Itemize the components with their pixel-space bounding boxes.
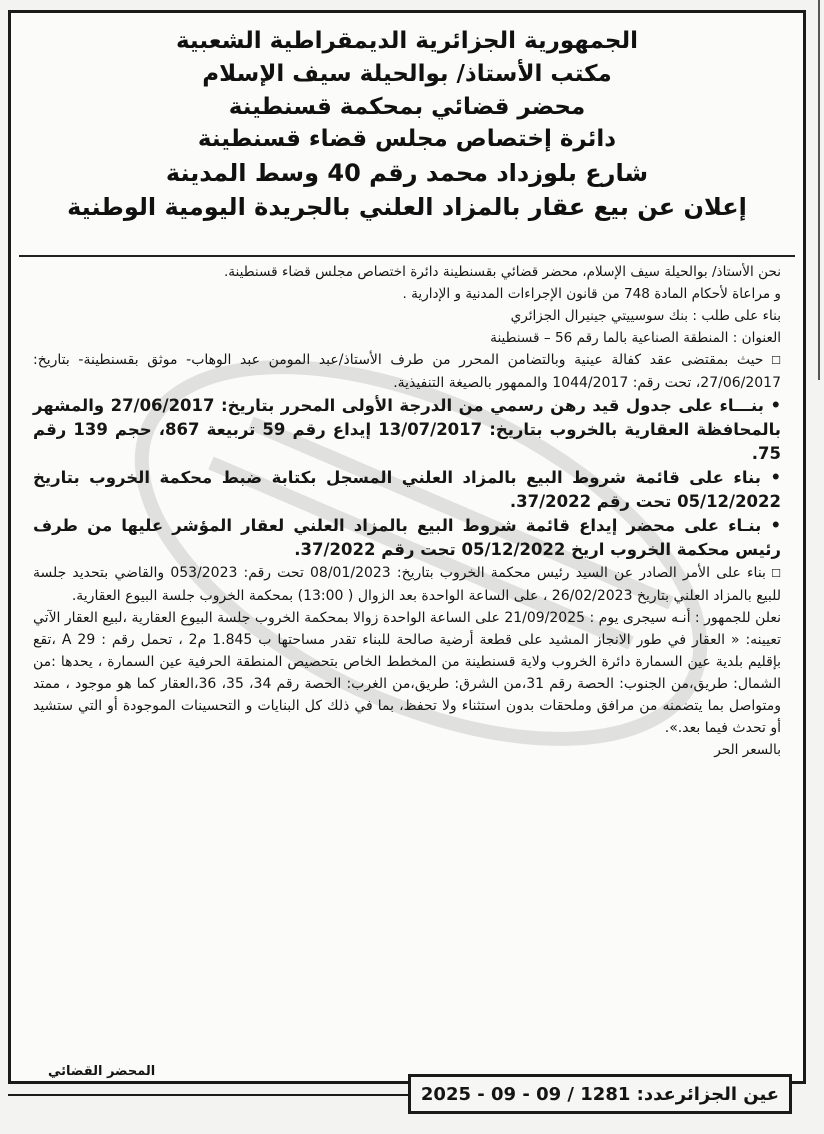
header-republic: الجمهورية الجزائرية الديمقراطية الشعبية <box>175 28 639 54</box>
header-office: مكتب الأستاذ/ بوالحيلة سيف الإسلام <box>202 60 612 87</box>
footer-line <box>8 1094 408 1096</box>
body-court-order: ☐ بناء على الأمر الصادر عن السيد رئيس محكمة الخروب بتاريخ: 08/01/2023 تحت رقم: 053/2023 والقاضي بتحديد جلسة للبيع بالمزاد العلني بتاريخ 26/02/2023 ، على الساعة الواحدة بعد الزوال ( 13:00) بمحكمة الخروب جلسة البيوع العقارية. <box>33 562 781 607</box>
body-address: العنوان : المنطقة الصناعية بالما رقم 56 – قسنطينة <box>490 330 781 346</box>
body-conditions-list: • بناء على قائمة شروط البيع بالمزاد العلني المسجل بكتابة ضبط محكمة الخروب بتاريخ 05/12/2022 تحت رقم 37/2022. <box>33 466 781 514</box>
announcement-frame <box>8 10 806 1084</box>
document-header <box>25 27 789 222</box>
newspaper-reference: عين الجزائرعدد: 1281 / 09 - 09 - 2025 <box>408 1074 792 1114</box>
signature-label: المحضر القضائي <box>48 1064 156 1079</box>
body-intro: نحن الأستاذ/ بوالحيلة سيف الإسلام، محضر قضائي بقسنطينة دائرة اختصاص مجلس قضاء قسنطينة. <box>223 264 781 280</box>
body-price: بالسعر الحر <box>714 742 781 758</box>
header-jurisdiction: دائرة إختصاص مجلس قضاء قسنطينة <box>197 126 617 153</box>
header-title: إعلان عن بيع عقار بالمزاد العلني بالجريدة اليومية الوطنية <box>67 193 747 221</box>
body-mortgage: • بنـــاء على جدول قيد رهن رسمي من الدرجة الأولى المحرر بتاريخ: 27/06/2017 والمشهر بالمحافظة العقارية بالخروب بتاريخ: 13/07/2017 إيداع رقم 59 تربيعة 867، حجم 139 رقم 75. <box>33 394 781 466</box>
body-requester: بناء على طلب : بنك سوسييتي جينيرال الجزائري <box>510 308 781 324</box>
page-edge-line <box>818 0 820 380</box>
header-bailiff: محضر قضائي بمحكمة قسنطينة <box>228 93 586 120</box>
body-deposit-report: • بنـاء على محضر إيداع قائمة شروط البيع بالمزاد العلني لعقار المؤشر عليها من طرف رئيس محكمة الخروب اريخ 05/12/2022 تحت رقم 37/2022. <box>33 514 781 562</box>
body-guarantee-contract: ☐ حيث بمقتضى عقد كفالة عينية وبالتضامن المحرر من طرف الأستاذ/عبد المومن عبد الوهاب- موثق بقسنطينة- بتاريخ: 27/06/2017، تحت رقم: 1044/2017 والممهور بالصيغة التنفيذية. <box>33 349 781 394</box>
announcement-body <box>33 261 781 761</box>
header-address: شارع بلوزداد محمد رقم 40 وسط المدينة <box>165 159 649 187</box>
body-article: و مراعاة لأحكام المادة 748 من قانون الإجراءات المدنية و الإدارية . <box>402 286 781 302</box>
body-public-notice: نعلن للجمهور : أنـه سيجرى يوم : 21/09/2025 على الساعة الواحدة زوالا بمحكمة الخروب جلسة البيوع العقارية ،لبيع العقار الآتي تعيينه: « العقار في طور الانجاز المشيد على قطعة أرضية صالحة للبناء تقدر مساحتها ب 1.845 م2 ، تحمل رقم : A 29 ،تقع بإقليم بلدية عين السمارة دائرة الخروب ولاية قسنطينة من المخطط الخاص بتحصيص المنطقة الحرفية عين السمارة ، يحدها :من الشمال: طريق،من الجنوب: الحصة رقم 31،من الشرق: طريق،من الغرب: الحصة رقم 34، 35، 36،العقار كما هو موجود ، ممتد ومتواصل بما يتضمنه من مرافق وملحقات بدون استثناء ولا تحفظ، بما في ذلك كل البنايات و التحسينات الموجودة أو التي ستشيد أو تحدث فيما بعد.». <box>33 610 782 736</box>
header-divider <box>19 255 795 257</box>
